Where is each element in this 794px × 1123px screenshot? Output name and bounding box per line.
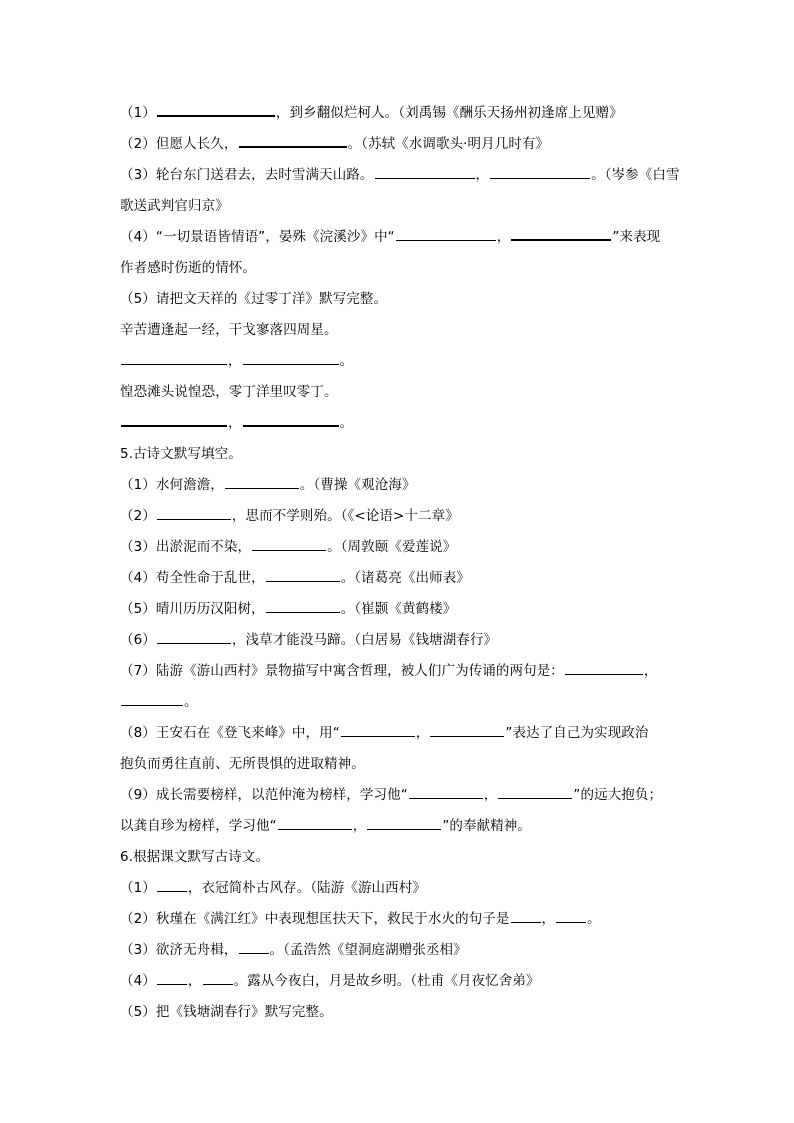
answer-blank[interactable] — [157, 102, 275, 117]
text-line — [120, 780, 680, 811]
answer-blank[interactable] — [341, 723, 415, 737]
text-run: ， — [228, 415, 242, 431]
text-line — [120, 532, 680, 563]
text-run: 歌送武判官归京》 — [120, 198, 229, 214]
answer-blank[interactable] — [266, 568, 340, 582]
text-line — [120, 687, 680, 718]
answer-blank[interactable] — [375, 165, 475, 179]
text-run: ”来表现 — [612, 229, 661, 245]
text-run: （8）王安石在《登飞来峰》中，用“ — [120, 725, 340, 741]
text-run: （1） — [120, 880, 156, 896]
answer-blank[interactable] — [157, 878, 187, 892]
text-line — [120, 563, 680, 594]
text-run: ， — [228, 353, 242, 369]
text-line — [120, 904, 680, 935]
text-line — [120, 501, 680, 532]
answer-blank[interactable] — [121, 412, 227, 427]
text-line — [120, 160, 680, 191]
text-line — [120, 222, 680, 253]
answer-blank[interactable] — [490, 165, 590, 179]
answer-blank[interactable] — [121, 692, 183, 706]
answer-blank[interactable] — [243, 412, 339, 427]
answer-blank[interactable] — [430, 723, 504, 737]
answer-blank[interactable] — [498, 785, 572, 799]
answer-blank[interactable] — [409, 785, 483, 799]
text-run: ， — [643, 663, 658, 679]
text-run: （5）晴川历历汉阳树， — [120, 601, 265, 617]
text-run: （4） — [120, 973, 156, 989]
text-line — [120, 842, 680, 873]
text-run: 。露从今夜白，月是故乡明。（杜甫《月夜忆舍弟》 — [233, 973, 540, 989]
answer-blank[interactable] — [266, 599, 340, 613]
text-run: ，到乡翻似烂柯人。（刘禹锡《酬乐天扬州初逢席上见赠》 — [275, 105, 623, 121]
text-line — [120, 346, 680, 377]
text-run: 惶恐滩头说惶恐，零丁洋里叹零丁。 — [120, 384, 338, 400]
text-line — [120, 811, 680, 842]
answer-blank[interactable] — [396, 227, 496, 241]
text-run: 。（诸葛亮《出师表》 — [340, 570, 470, 586]
text-line — [120, 315, 680, 346]
text-line — [120, 718, 680, 749]
text-run: （4）苟全性命于乱世， — [120, 570, 265, 586]
text-line — [120, 656, 680, 687]
text-line — [120, 253, 680, 284]
text-run: ， — [415, 725, 430, 741]
answer-blank[interactable] — [511, 226, 611, 241]
text-run: ， — [541, 911, 556, 927]
text-run: ，衣冠简朴古风存。（陆游《游山西村》 — [187, 880, 426, 896]
text-run: （6） — [120, 632, 156, 648]
document-page — [120, 98, 680, 1028]
answer-blank[interactable] — [511, 909, 541, 923]
text-run: （2）但愿人长久， — [120, 136, 238, 152]
text-run: （2）秋瑾在《满江红》中表现想匡扶天下，救民于水火的句子是 — [120, 911, 510, 927]
answer-blank[interactable] — [239, 940, 269, 954]
text-run: （5）请把文天祥的《过零丁洋》默写完整。 — [120, 291, 388, 307]
text-line — [120, 439, 680, 470]
text-run: ”的奉献精神。 — [442, 818, 532, 834]
text-line — [120, 129, 680, 160]
text-run: （3）轮台东门送君去，去时雪满天山路。 — [120, 167, 374, 183]
text-line — [120, 377, 680, 408]
answer-blank[interactable] — [367, 816, 441, 830]
answer-blank[interactable] — [157, 506, 231, 520]
answer-blank[interactable] — [243, 351, 339, 365]
text-run: ， — [475, 167, 490, 183]
text-line — [120, 935, 680, 966]
text-run: 6.根据课文默写古诗文。 — [120, 849, 270, 865]
text-run: ， — [187, 973, 202, 989]
answer-blank[interactable] — [203, 971, 233, 985]
text-run: （9）成长需要榜样，以范仲淹为榜样，学习他“ — [120, 787, 408, 803]
text-run: ， — [352, 818, 367, 834]
text-run: （1） — [120, 105, 156, 121]
text-run: （7）陆游《游山西村》景物描写中寓含哲理，被人们广为传诵的两句是： — [120, 663, 564, 679]
text-run: （5）把《钱塘湖春行》默写完整。 — [120, 1004, 333, 1020]
text-run: （2） — [120, 508, 156, 524]
text-run: 。（周敦颐《爱莲说》 — [327, 539, 457, 555]
text-line — [120, 408, 680, 439]
text-run: 。（曹操《观沧海》 — [299, 477, 416, 493]
answer-blank[interactable] — [157, 630, 231, 644]
text-line — [120, 284, 680, 315]
text-run: 辛苦遭逢起一经，干戈寥落四周星。 — [120, 322, 338, 338]
answer-blank[interactable] — [565, 661, 643, 675]
text-run: 。（崔颢《黄鹤楼》 — [340, 601, 457, 617]
text-run: （3）欲济无舟楫， — [120, 942, 238, 958]
text-run: 。（苏轼《水调歌头·明月几时有》 — [347, 136, 550, 152]
text-run: ”表达了自己为实现政治 — [505, 725, 649, 741]
text-run: 。 — [587, 911, 601, 927]
text-run: ，浅草才能没马蹄。（白居易《钱塘湖春行》 — [231, 632, 498, 648]
text-run: （3）出淤泥而不染， — [120, 539, 252, 555]
text-line — [120, 98, 680, 129]
text-run: ， — [483, 787, 498, 803]
answer-blank[interactable] — [157, 971, 187, 985]
text-run: 。 — [339, 415, 354, 431]
answer-blank[interactable] — [556, 909, 586, 923]
text-run: （1）水何澹澹， — [120, 477, 224, 493]
text-line — [120, 873, 680, 904]
answer-blank[interactable] — [225, 475, 299, 489]
answer-blank[interactable] — [239, 133, 347, 148]
text-line — [120, 749, 680, 780]
text-line — [120, 470, 680, 501]
text-run: （4）“一切景语皆情语”，晏殊《浣溪沙》中“ — [120, 229, 395, 245]
text-line — [120, 625, 680, 656]
text-line — [120, 966, 680, 997]
text-run: 5.古诗文默写填空。 — [120, 446, 242, 462]
text-run: 以龚自珍为榜样，学习他“ — [120, 818, 277, 834]
answer-blank[interactable] — [252, 537, 326, 551]
answer-blank[interactable] — [278, 816, 352, 830]
text-run: 。（孟浩然《望洞庭湖赠张丞相》 — [269, 942, 467, 958]
text-line — [120, 191, 680, 222]
text-line — [120, 997, 680, 1028]
text-run: ，思而不学则殆。（《<论语>十二章》 — [231, 508, 459, 524]
text-run: 抱负而勇往直前、无所畏惧的进取精神。 — [120, 756, 365, 772]
text-run: 。（岑参《白雪 — [591, 167, 680, 183]
text-run: ”的远大抱负； — [573, 787, 663, 803]
text-line — [120, 594, 680, 625]
text-run: 作者感时伤逝的情怀。 — [120, 260, 256, 276]
text-run: 。 — [339, 353, 354, 369]
text-run: ， — [496, 229, 511, 245]
answer-blank[interactable] — [121, 351, 227, 365]
text-run: 。 — [184, 694, 198, 710]
